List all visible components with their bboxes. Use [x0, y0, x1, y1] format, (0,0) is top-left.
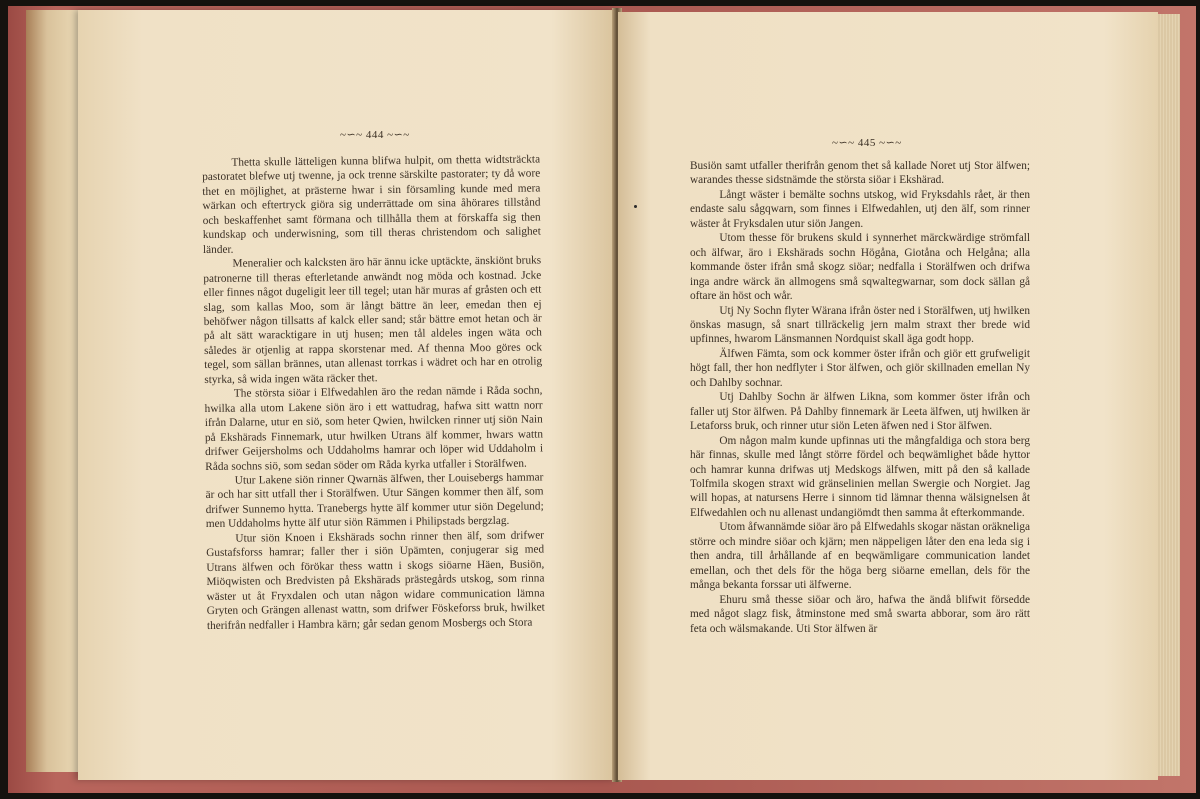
paragraph: Utj Ny Sochn flyter Wärana ifrån öster ned i Storälfwen, utj hwilken önskas masugn, så snart tillräckelig jern malm straxt ther brede wid upfinnes, hwarom Länsmannen Nordquist skall äga godt hopp.: [690, 304, 1030, 346]
paragraph: Utom åfwannämde siöar äro på Elfwedahls skogar nästan oräkneliga större och mindre siöar och kjärn; men näppeligen låter den ena leda sig i then andra, till århållande af en beqwämligare communication landet emellan, och thet dels för the höga berg siöarne emellan, dels för the många bekanta forssar uti älfwerne.: [690, 521, 1030, 592]
paragraph: Utom thesse för brukens skuld i synnerhet märckwärdige strömfall och älfwar, äro i Ekshärads sochn Högåna, Giotåna och Helgåna; alla kommande öster ifrån små skogz siöar; nedfalla i Storälfwen och drifwa inga andre wärck än allmogens små sqwaltegwarnar, som dock sällan gå oftare än höst och wår.: [690, 232, 1030, 303]
paragraph: Thetta skulle lätteligen kunna blifwa hulpit, om thetta widtsträckta pastoratet blefwe utj twenne, ja ock trenne särskilte pastorater; ty då wore thet en möjlighet, at prästerne hwar i sin församling kunde med mera wärkan och eftertryck giöra sig underrättade om sina åhörares tillstånd och beskaffenhet samt förmana och tillhålla them at förskaffa sig then kundskap och underwisning, som till theras christendom och salighet länder.: [202, 153, 541, 256]
paragraph: Utur siön Knoen i Ekshärads sochn rinner then älf, som drifwer Gustafsforss hamrar; faller ther i siön Upämten, conjugerar sig med Utrans älfwen och förökar thess wattn i skogs siöarne Häen, Busiön, Miöqwisten och Bredvisten på Ekshärads prästegårds utskog, som rinna wäster ut åt Fryxdalen och utan någon widare communication lämna Gryten och Grängen allenast wattn, som drifwer Föskeforss bruk, hwilket therifrån nedfaller i Hambra kärn; går sedan genom Mosbergs och Stora: [206, 529, 545, 632]
left-page-body: [202, 152, 545, 632]
ornament-icon: ~∽~: [340, 129, 363, 141]
ink-speck: [634, 205, 637, 208]
page-number-right: ~∽~ 445 ~∽~: [832, 137, 902, 149]
paragraph: Utj Dahlby Sochn är älfwen Likna, som kommer öster ifrån och faller utj Stor älfwen. På Dahlby finnemark är Leeta älfwen, utj hwilken är Letaforss bruk, och rinner utur siön Leten äfwen ned i Stor älfwen.: [690, 391, 1030, 433]
left-page: [78, 10, 616, 780]
paragraph: The största siöar i Elfwedahlen äro the redan nämde i Råda sochn, hwilka alla utom Lakene siön äro i ett wattudrag, hafwa sitt wattn norr ifrån Dalarne, utur en siö, som heter Qwien, hwilcken rinner utj siön Nain på Ekshärads Finnemark, utur hwilken Utrans älf kommer, hwars wattn drifwer Geijersholms och Uddaholms hamrar och löper wid Uddaholm i Råda sochns siö, som sedan söder om Råda kyrka utfaller i Storälfwen.: [204, 384, 544, 473]
ornament-icon: ~∽~: [387, 129, 410, 141]
page-number-left: ~∽~ 444 ~∽~: [340, 129, 410, 141]
paragraph: Om någon malm kunde upfinnas uti the mångfaldiga och stora berg här finnas, skulle med långt större fördel och beqwämlighet både hyttor och hamrar kunna drifwas utj Medskogs älfwen, mitt på den så kallade Tolfmila skogen straxt wid gränselinien mellan Swergie och Norgiet. Jag will hopas, at natursens Herre i sinnom tid lämnar thenna wälsignelsen åt Elfwedahlen och nu allenast undangiömdt then samma åt efterkommande.: [690, 434, 1030, 519]
paragraph: Ehuru små thesse siöar och äro, hafwa the ändå blifwit försedde med något slagz fisk, åtminstone med små swarta abborar, som äro rätt feta och wälsmakande. Uti Stor älfwen är: [690, 593, 1030, 635]
ornament-icon: ~∽~: [832, 137, 855, 149]
paragraph: Utur Lakene siön rinner Qwarnäs älfwen, ther Louisebergs hammar är och har sitt utfall ther i Storälfwen. Utur Sängen kommer then älf, som drifwer Sunnemo hytta. Tranebergs hytte älf kommer utur siön Degelund; men Uddaholms hytte älf utur siön Rämmen i Philipstads bergzlag.: [205, 471, 544, 531]
right-page: [618, 12, 1158, 780]
paragraph: Långt wäster i bemälte sochns utskog, wid Fryksdahls rået, är then endaste salu sågqwarn, som finnes i Elfwedahlen, utj den älf, som rinner wäster åt Fryksdalen utur siön Jangen.: [690, 188, 1030, 230]
paragraph: Älfwen Fämta, som ock kommer öster ifrån och giör ett grufweligit högt fall, ther hon nedflyter i Stor älfwen, och giör skillnaden emellan Ny och Dahlby sochnar.: [690, 347, 1030, 389]
paragraph: Busiön samt utfaller therifrån genom thet så kallade Noret utj Stor älfwen; warandes thesse sidstnämde the största siöar i Ekshärad.: [690, 160, 1030, 187]
right-page-body: [690, 159, 1030, 636]
ornament-icon: ~∽~: [879, 137, 902, 149]
paragraph: Meneralier och kalcksten äro här ännu icke uptäckte, änskiönt bruks patronerne till theras efterletande anwändt nog möda och kostnad. Jcke eller finnes något dugeligit leer till tegel; utan här muras af gråsten och ett slag, som kallas Moo, som är långt bättre än leer, emedan then ej behöfwer någon tillsatts af kalck eller sand; står bättre emot hetan och är på alt sätt waracktigare in utj husen; men tål aldeles ingen wäta och således är otjenlig at rappa skorstenar med. Af thenna Moo göres ock tegel, som sällan brännes, utan allenast torrkas i wädret och har en otrolig styrka, så wida ingen wäta räcker thet.: [203, 254, 543, 386]
